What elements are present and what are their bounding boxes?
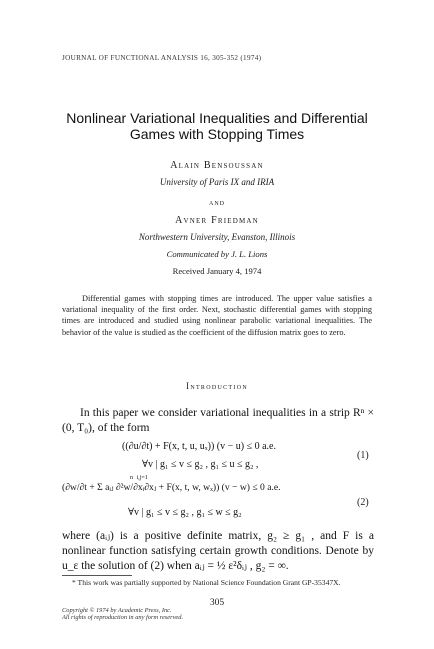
abstract-text: Differential games with stopping times are introduced. The upper value satisfies a variational inequality of the first order. Next, stochastic differential games with stopping times are introduced and studied using nonlinear parabolic variational inequalities. The behavior of the value is studied as the coefficient of the diffusion matrix goes to zero. (62, 294, 372, 337)
equation-1-line-1: ((∂u/∂t) + F(x, t, u, uₓ)) (v − u) ≤ 0 a.e. (122, 441, 276, 452)
equation-2-line-1: (∂w/∂t + Σ aᵢⱼ ∂²w/∂xᵢ∂xⱼ + F(x, t, w, wₓ)) (v − w) ≤ 0 a.e. (62, 482, 281, 493)
author-separator: and (209, 197, 225, 207)
copyright-line-2: All rights of reproduction in any form reserved. (62, 614, 184, 621)
journal-header: JOURNAL OF FUNCTIONAL ANALYSIS 16, 305-352 (1974) (62, 54, 262, 62)
intro-paragraph-2: where (aᵢⱼ) is a positive definite matrix, g₂ ≥ g₁ , and F is a nonlinear function satisfying certain growth conditions. Denote by u_ε the solution of (2) when aᵢⱼ = ½ ε²δᵢⱼ , g₂ = ∞. (62, 530, 374, 572)
equation-1-line-2: ∀v | g₁ ≤ v ≤ g₂ , g₁ ≤ u ≤ g₂ , (142, 459, 259, 470)
equation-2-line-2: ∀v | g₁ ≤ v ≤ g₂ , g₁ ≤ w ≤ g₂ (128, 507, 242, 518)
author-name-1: Alain Bensoussan (170, 160, 264, 171)
author-affiliation-2: Northwestern University, Evanston, Illinois (138, 232, 296, 242)
footnote-rule (62, 575, 132, 576)
page-number: 305 (209, 598, 225, 608)
equation-2-sum-limits: n i,j=1 (130, 475, 148, 481)
paper-title-line-2: Games with Stopping Times (129, 126, 305, 142)
equation-1-number: (1) (357, 450, 369, 461)
footnote: * This work was partially supported by National Science Foundation Grant GP-35347X. (72, 578, 341, 587)
received-date: Received January 4, 1974 (172, 266, 262, 276)
equation-2-number: (2) (357, 497, 369, 508)
section-heading-introduction: Introduction (186, 381, 248, 391)
author-name-2: Avner Friedman (175, 215, 259, 226)
author-affiliation-1: University of Paris IX and IRIA (159, 177, 275, 187)
paper-title-line-1: Nonlinear Variational Inequalities and Differential (66, 110, 368, 126)
communicated-by: Communicated by J. L. Lions (166, 249, 268, 259)
intro-paragraph-1: In this paper we consider variational inequalities in a strip Rⁿ × (0, T₀), of the form (62, 407, 374, 434)
copyright-line-1: Copyright © 1974 by Academic Press, Inc. (62, 607, 172, 614)
